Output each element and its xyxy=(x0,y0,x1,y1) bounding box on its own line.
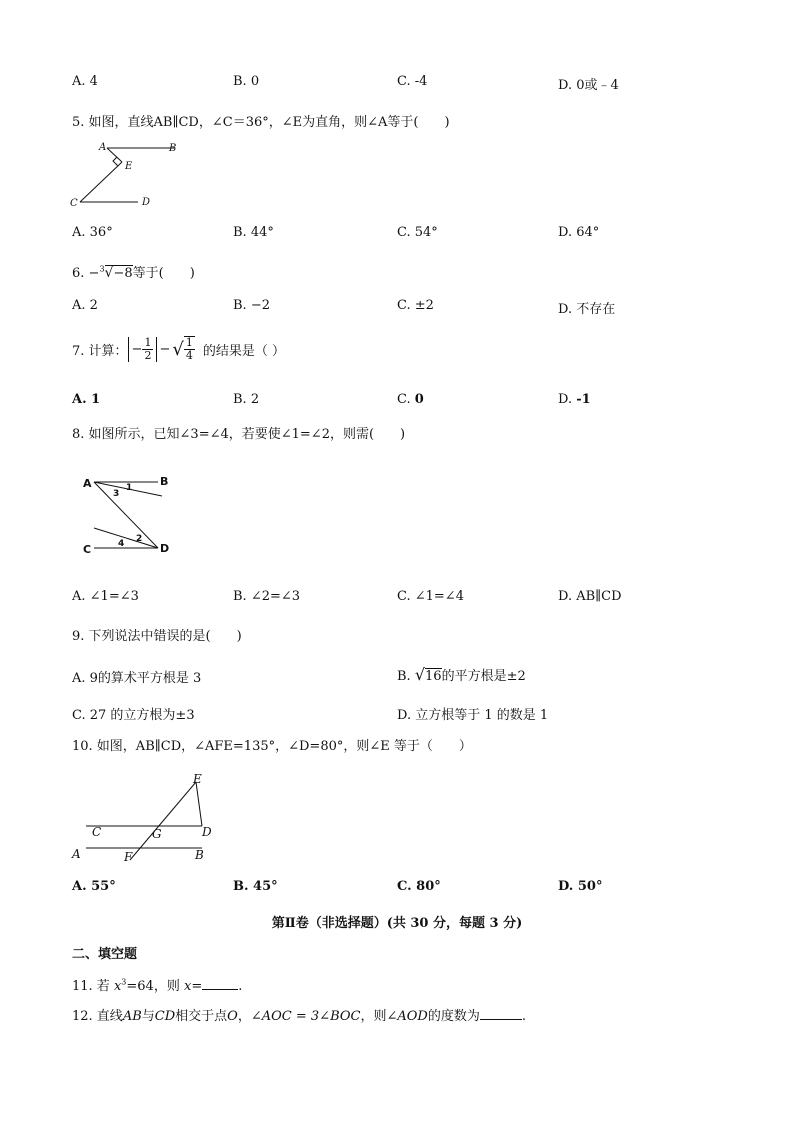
q9-option-b: B. √16的平方根是±2 xyxy=(397,665,526,684)
q4-option-b: B. 0 xyxy=(233,74,260,89)
q5-label-b: B xyxy=(169,143,177,154)
q5-right-angle-mark xyxy=(113,157,118,166)
q7-option-b: B. 2 xyxy=(233,392,260,407)
q6-radicand: √−8 xyxy=(104,265,133,281)
q7-option-c: C. 0 xyxy=(397,392,424,407)
q6-option-c: C. ±2 xyxy=(397,298,434,313)
q8-label-a: A xyxy=(83,477,92,490)
q8-figure xyxy=(80,470,180,562)
q8-angle-1: 1 xyxy=(126,483,133,493)
q8-option-c: C. ∠1=∠4 xyxy=(397,589,464,604)
q12-stem: 12. 直线AB与CD相交于点O，∠AOC = 3∠BOC，则∠AOD的度数为 . xyxy=(72,1009,527,1024)
q10-label-a: A xyxy=(72,847,81,861)
q10-label-c: C xyxy=(92,825,102,839)
q4-option-c: C. -4 xyxy=(397,74,428,89)
q9-option-c: C. 27 的立方根为±3 xyxy=(72,708,195,723)
q7-abs-value: − $\frac{1}{2}$ xyxy=(128,337,158,362)
q6-option-b: B. −2 xyxy=(233,298,270,313)
q5-option-c: C. 54° xyxy=(397,225,438,240)
q10-label-f: F xyxy=(124,850,133,864)
q6-prefix: 6. xyxy=(72,266,89,281)
q8-option-d: D. AB∥CD xyxy=(558,589,622,604)
q5-label-d: D xyxy=(142,197,151,208)
q8-angle-4: 4 xyxy=(118,539,125,549)
q10-stem: 10. 如图，AB∥CD，∠AFE=135°，∠D=80°，则∠E 等于（ ） xyxy=(72,739,472,754)
q8-option-a: A. ∠1=∠3 xyxy=(72,589,139,604)
q9-option-a: A. 9的算术平方根是 3 xyxy=(72,671,202,686)
q8-stem: 8. 如图所示，已知∠3=∠4，若要使∠1=∠2，则需( ) xyxy=(72,427,406,442)
q7-prefix: 7. 计算： xyxy=(72,343,128,359)
q5-option-a: A. 36° xyxy=(72,225,113,240)
q7-option-d: D. -1 xyxy=(558,392,591,407)
q10-label-e: E xyxy=(193,772,202,786)
q5-figure xyxy=(66,138,186,212)
q8-angle-2: 2 xyxy=(136,534,143,544)
q10-option-c: C. 80° xyxy=(397,879,441,894)
q6-option-d: D. 不存在 xyxy=(558,302,616,317)
q10-label-g: G xyxy=(152,827,162,841)
q10-label-b: B xyxy=(195,848,204,862)
q6-suffix: 等于( ) xyxy=(132,266,195,281)
q5-label-e: E xyxy=(125,161,133,172)
q7-suffix: 的结果是（ ） xyxy=(202,343,285,359)
q8-option-b: B. ∠2=∠3 xyxy=(233,589,301,604)
q5-option-d: D. 64° xyxy=(558,225,600,240)
q7-stem: 7. 计算： − $\frac{1}{2}$ − √ $\frac{1}{4}$ 的结果是（ ） xyxy=(72,335,285,362)
q10-option-b: B. 45° xyxy=(233,879,278,894)
q8-label-d: D xyxy=(160,542,170,555)
section-2-subheader: 二、填空题 xyxy=(72,947,138,962)
q7-option-a: A. 1 xyxy=(72,392,101,407)
q6-option-a: A. 2 xyxy=(72,298,98,313)
q7-sqrt: √ $\frac{1}{4}$ xyxy=(172,336,193,362)
q10-segment-ed xyxy=(196,782,202,826)
q5-label-c: C xyxy=(70,198,78,209)
q8-label-c: C xyxy=(83,543,92,556)
q5-segment-ec xyxy=(80,162,122,202)
q9-option-d: D. 立方根等于 1 的数是 1 xyxy=(397,708,549,723)
q4-option-d: D. 0或﹣4 xyxy=(558,78,619,93)
q8-angle-3: 3 xyxy=(113,489,120,499)
q5-option-b: B. 44° xyxy=(233,225,274,240)
q11-stem: 11. 若 $x^3=64$，则 x= . xyxy=(72,977,243,994)
q10-option-d: D. 50° xyxy=(558,879,603,894)
q6-root-index: 3 xyxy=(99,264,105,274)
q6-stem xyxy=(72,262,195,281)
q11-answer-blank xyxy=(202,977,238,990)
q10-option-a: A. 55° xyxy=(72,879,116,894)
q10-label-d: D xyxy=(202,825,212,839)
q9-stem: 9. 下列说法中错误的是( ) xyxy=(72,629,242,644)
q4-option-a: A. 4 xyxy=(72,74,98,89)
q6-sign: − xyxy=(88,266,100,281)
q5-stem: 5. 如图，直线AB∥CD，∠C＝36°，∠E为直角，则∠A等于( ) xyxy=(72,115,450,130)
q12-answer-blank xyxy=(480,1007,522,1020)
section-2-header: 第Ⅱ卷（非选择题）(共 30 分，每题 3 分) xyxy=(271,916,523,931)
q5-label-a: A xyxy=(99,142,107,153)
q10-figure xyxy=(70,772,215,864)
q8-label-b: B xyxy=(160,475,169,488)
